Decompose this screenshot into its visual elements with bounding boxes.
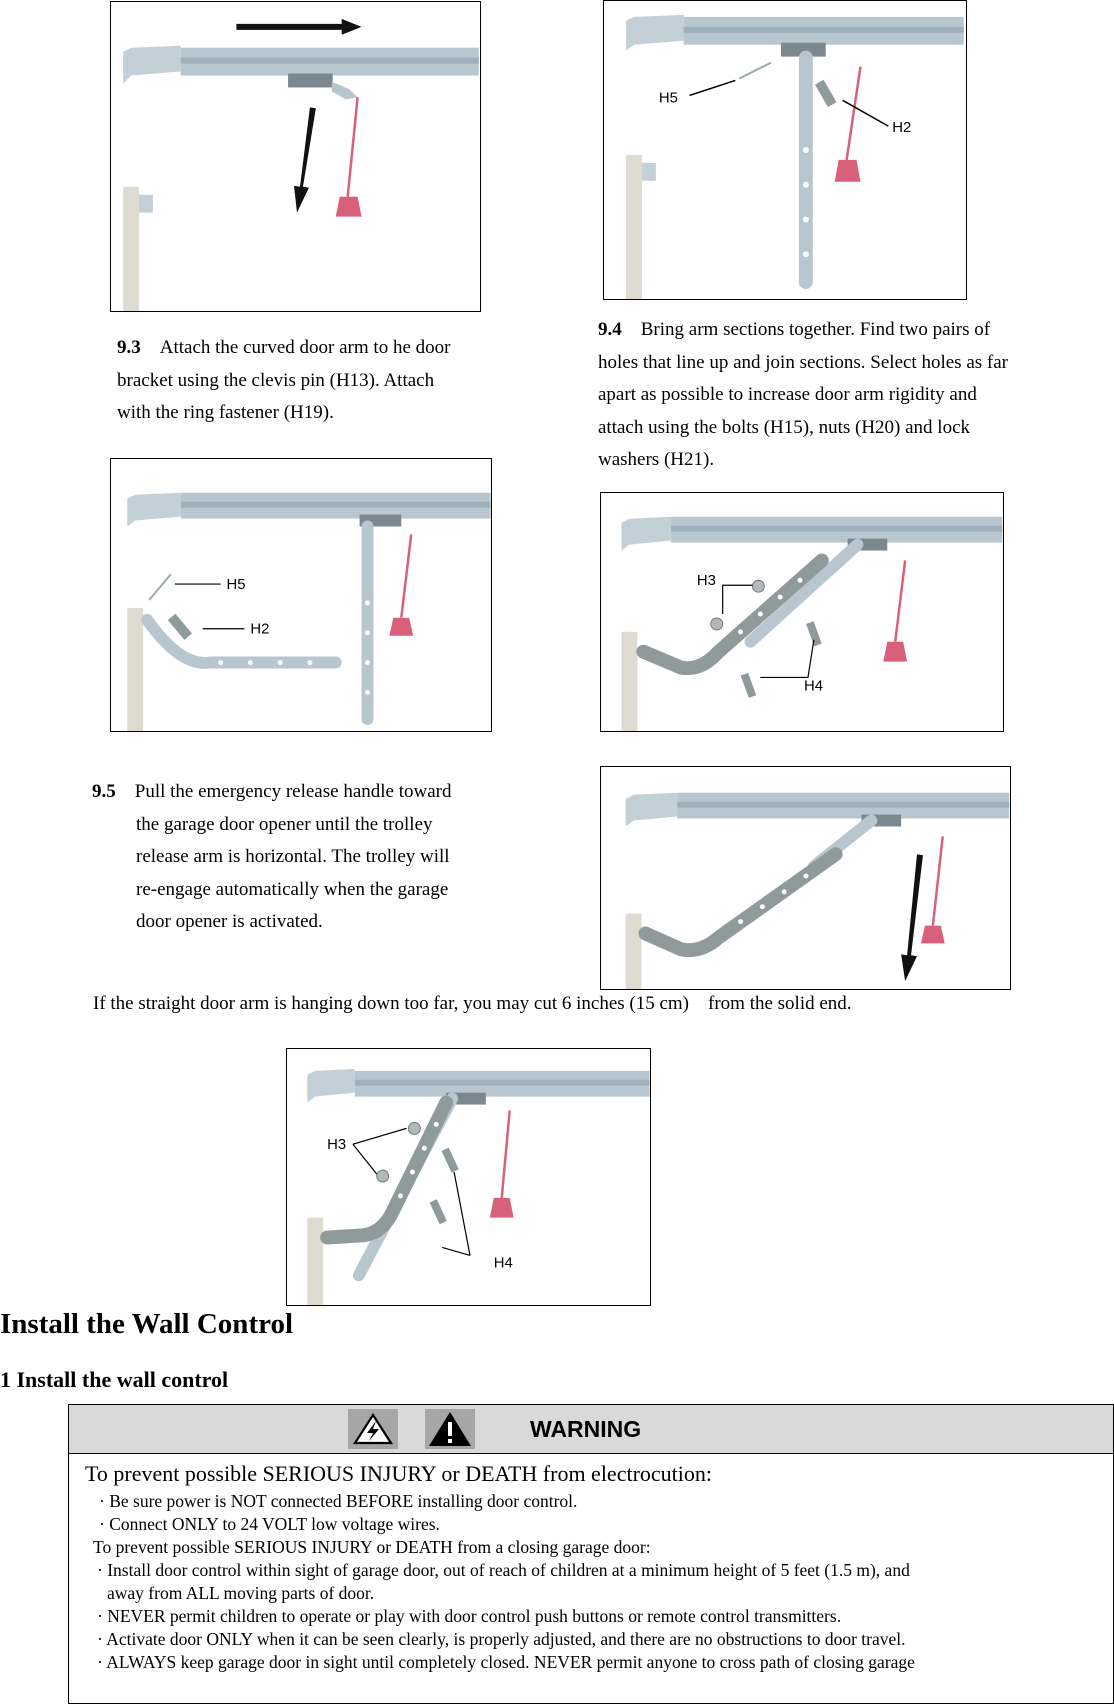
nut bbox=[377, 1170, 389, 1182]
warning-line: · NEVER permit children to operate or play with door control push buttons or remote control transmitters. bbox=[97, 1606, 842, 1626]
release-cord bbox=[895, 560, 905, 641]
arrow-down-icon bbox=[294, 107, 316, 212]
nut bbox=[752, 580, 764, 592]
warning-line: · Activate door ONLY when it can be seen clearly, is properly adjusted, and there are no obstructions to door travel. bbox=[97, 1629, 906, 1649]
subsection-title: 1 Install the wall control bbox=[0, 1367, 229, 1392]
ring-fastener bbox=[168, 614, 192, 640]
figure-9-3-release-trolley bbox=[110, 1, 481, 312]
label-h3: H3 bbox=[327, 1137, 347, 1154]
curved-door-arm bbox=[645, 854, 835, 950]
release-cord bbox=[847, 67, 861, 160]
figure-9-3-curved-arm-parts bbox=[110, 458, 492, 732]
door-bracket bbox=[139, 195, 153, 213]
illustration-trolley-release bbox=[111, 2, 480, 311]
nut bbox=[408, 1122, 420, 1134]
curved-door-arm bbox=[327, 1103, 446, 1238]
wall-header bbox=[622, 632, 638, 731]
electric-hazard-icon bbox=[348, 1409, 398, 1449]
release-cord bbox=[401, 534, 411, 617]
clevis-pin bbox=[739, 63, 771, 79]
bolt bbox=[430, 1199, 447, 1224]
release-cord bbox=[933, 836, 943, 925]
bolt bbox=[442, 1148, 459, 1173]
release-handle bbox=[389, 618, 413, 636]
release-handle bbox=[883, 642, 907, 662]
warning-title: WARNING bbox=[530, 1416, 642, 1442]
clevis-pin bbox=[149, 574, 171, 600]
arrow-down-icon bbox=[901, 854, 923, 981]
step-9-5-text: 9.5 Pull the emergency release handle toward the garage door opener until the trolley release arm is horizontal. The trolley will re-engage automatically when the garage door opener is activated. bbox=[92, 781, 452, 932]
illustration-curved-arm bbox=[111, 459, 491, 731]
label-h3: H3 bbox=[696, 573, 716, 590]
step-number: 9.3 bbox=[117, 337, 141, 358]
warning-triangle-icon bbox=[425, 1409, 475, 1449]
figure-9-5-reengage-trolley bbox=[600, 766, 1011, 990]
wall-header bbox=[127, 608, 143, 731]
wall-header bbox=[626, 914, 642, 989]
curved-door-arm bbox=[643, 560, 822, 668]
warning-line: · Connect ONLY to 24 VOLT low voltage wires. bbox=[99, 1514, 440, 1534]
label-h2: H2 bbox=[892, 120, 912, 137]
release-cord bbox=[502, 1111, 510, 1198]
warning-header bbox=[69, 1405, 1113, 1454]
label-h5: H5 bbox=[226, 577, 246, 594]
figure-9-5-cut-arm bbox=[286, 1048, 651, 1306]
label-h2: H2 bbox=[250, 621, 270, 638]
label-h4: H4 bbox=[803, 678, 823, 695]
step-number: 9.4 bbox=[598, 319, 622, 340]
label-h4: H4 bbox=[493, 1255, 513, 1272]
ring-fastener bbox=[815, 80, 837, 107]
figure-9-4-join-arms bbox=[600, 492, 1004, 732]
nut bbox=[711, 618, 723, 630]
wall-header bbox=[307, 1218, 323, 1305]
warning-line: away from ALL moving parts of door. bbox=[107, 1583, 375, 1603]
label-h5: H5 bbox=[658, 90, 678, 107]
wall-header bbox=[123, 187, 139, 311]
header-bracket bbox=[123, 46, 181, 84]
section-title: Install the Wall Control bbox=[0, 1308, 294, 1340]
straight-door-arm bbox=[750, 545, 857, 642]
release-handle bbox=[921, 926, 945, 944]
illustration-reengage bbox=[601, 767, 1010, 989]
warning-line: · Be sure power is NOT connected BEFORE installing door control. bbox=[99, 1491, 578, 1511]
warning-line: · Install door control within sight of garage door, out of reach of children at a minimum height of 5 feet (1.5 m), and bbox=[97, 1560, 910, 1580]
release-handle bbox=[336, 197, 362, 217]
release-handle bbox=[490, 1198, 514, 1218]
warning-box bbox=[68, 1404, 1114, 1704]
cut-arm-note: If the straight door arm is hanging down too far, you may cut 6 inches (15 cm) from the solid end. bbox=[93, 993, 852, 1014]
bolt bbox=[741, 673, 757, 698]
illustration-cut-arm bbox=[287, 1049, 650, 1305]
arrow-right-icon bbox=[236, 19, 361, 35]
step-9-4-text: 9.4 Bring arm sections together. Find two pairs of holes that line up and join sections. Select holes as far apart as possible to increase door arm rigidity and attach using the bolts (H15), nuts (H20) and lock washers (H21). bbox=[598, 319, 1008, 470]
illustration-straight-arm bbox=[604, 1, 966, 299]
warning-line: · ALWAYS keep garage door in sight until completely closed. NEVER permit anyone to cross path of closing garage bbox=[97, 1652, 915, 1672]
figure-9-3-door-arm-straight bbox=[603, 0, 967, 300]
step-9-3-text: 9.3 Attach the curved door arm to he door bracket using the clevis pin (H13). Attach with the ring fastener (H19). bbox=[117, 337, 451, 423]
warning-line: To prevent possible SERIOUS INJURY or DEATH from a closing garage door: bbox=[93, 1537, 651, 1557]
release-handle bbox=[835, 160, 861, 182]
wall-header bbox=[626, 155, 642, 299]
release-cord bbox=[348, 97, 358, 196]
illustration-join-arms bbox=[601, 493, 1003, 731]
warning-line: To prevent possible SERIOUS INJURY or DEATH from electrocution: bbox=[85, 1461, 712, 1486]
step-number: 9.5 bbox=[92, 781, 116, 802]
trolley bbox=[288, 74, 333, 88]
